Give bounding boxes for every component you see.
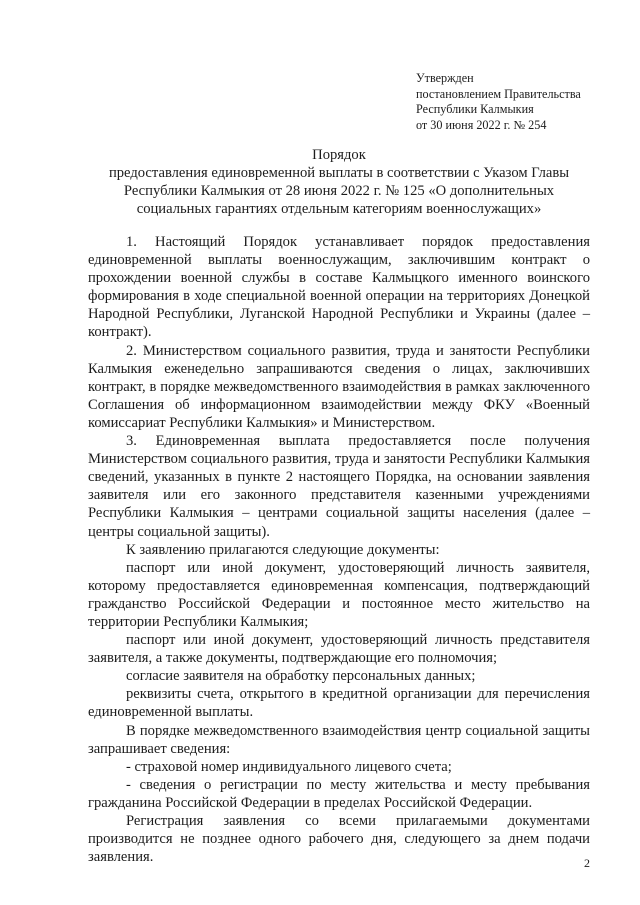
paragraph: согласие заявителя на обработку персональных данных; bbox=[126, 668, 476, 685]
approval-line: Республики Калмыкия bbox=[416, 102, 534, 116]
document-title bbox=[98, 146, 580, 218]
approval-stamp bbox=[416, 71, 581, 133]
page-number: 2 bbox=[584, 856, 590, 870]
paragraph: В порядке межведомственного взаимодействия центр социальной защиты запрашивает сведения: bbox=[88, 722, 590, 757]
document-body bbox=[88, 233, 590, 866]
paragraph: паспорт или иной документ, удостоверяющий личность заявителя, которому предоставляется единовременная компенсация, подтверждающий гражданство Российской Федерации и постоянное место жительство на территории Республики Калмыкия; bbox=[88, 559, 590, 630]
title-heading: Порядок bbox=[312, 147, 366, 163]
paragraph: - сведения о регистрации по месту жительства и месту пребывания гражданина Российской Федерации в пределах Российской Федерации. bbox=[88, 776, 590, 811]
paragraph: паспорт или иной документ, удостоверяющий личность представителя заявителя, а также документы, подтверждающие его полномочия; bbox=[88, 632, 590, 667]
paragraph: 3. Единовременная выплата предоставляется после получения Министерством социального развития, труда и занятости Республики Калмыкия сведений, указанных в пункте 2 настоящего Порядка, на основании заявления заявителя или его законного представителя казенными учреждениями Республики Калмыкия – центрами социальной защиты населения (далее – центры социальной защиты). bbox=[88, 433, 590, 540]
paragraph: 2. Министерством социального развития, труда и занятости Республики Калмыкия еженедельно запрашиваются сведения о лицах, заключивших контракт, в порядке межведомственного взаимодействия в рамках заключенного Соглашения об информационном взаимодействии между ФКУ «Военный комиссариат Республики Калмыкия» и Министерством. bbox=[88, 342, 590, 431]
approval-line: постановлением Правительства bbox=[416, 86, 581, 101]
approval-line: от 30 июня 2022 г. № 254 bbox=[416, 117, 547, 132]
paragraph: - страховой номер индивидуального лицевого счета; bbox=[126, 758, 452, 775]
paragraph: 1. Настоящий Порядок устанавливает порядок предоставления единовременной выплаты военнослужащим, заключившим контракт о прохождении военной службы в составе Калмыцкого именного воинского формирования в ходе специальной военной операции на территориях Донецкой Народной Республики, Луганской Народной Республики и Украины (далее – контракт). bbox=[88, 234, 590, 341]
title-subtitle: предоставления единовременной выплаты в соответствии с Указом Главы Республики Калмыкия от 28 июня 2022 г. № 125 «О дополнительных социальных гарантиях отдельным категориям военнослужащих» bbox=[108, 165, 570, 217]
paragraph: К заявлению прилагаются следующие документы: bbox=[126, 541, 440, 558]
approval-line: Утвержден bbox=[416, 71, 474, 85]
paragraph: реквизиты счета, открытого в кредитной организации для перечисления единовременной выплаты. bbox=[88, 686, 590, 721]
paragraph: Регистрация заявления со всеми прилагаемыми документами производится не позднее одного рабочего дня, следующего за днем подачи заявления. bbox=[88, 813, 590, 866]
